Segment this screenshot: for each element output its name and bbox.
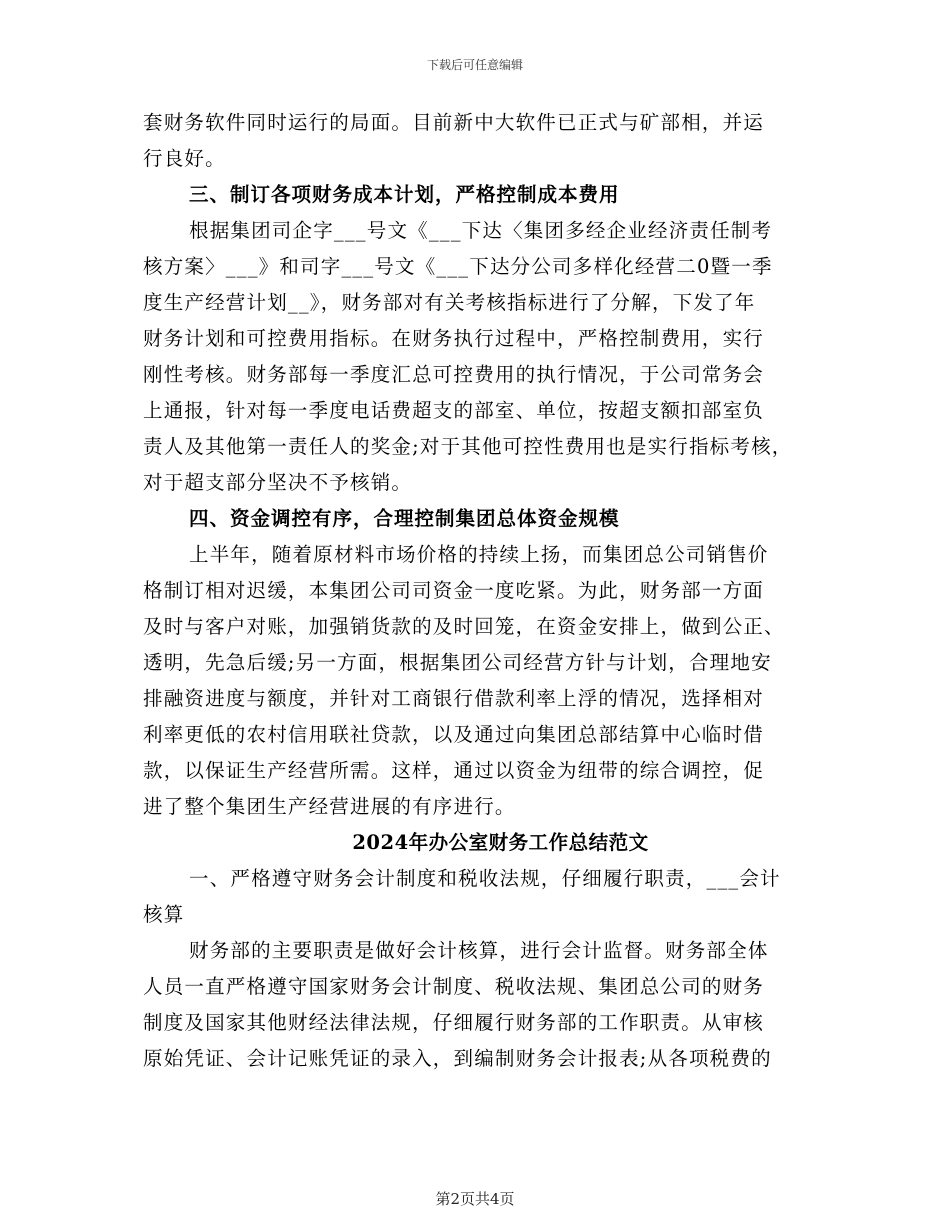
section-heading: 三、制订各项财务成本计划，严格控制成本费用 [189, 183, 620, 206]
paragraph-line: 人员一直严格遵守国家财务会计制度、税收法规、集团总公司的财务 [143, 975, 765, 998]
paragraph-line: 上通报，针对每一季度电话费超支的部室、单位，按超支额扣部室负 [143, 399, 765, 422]
paragraph-line: 刚性考核。财务部每一季度汇总可控费用的执行情况，于公司常务会 [143, 363, 765, 386]
document-body [143, 105, 818, 1077]
paragraph-line: 责人及其他第一责任人的奖金;对于其他可控性费用也是实行指标考核， [143, 435, 793, 458]
paragraph-line: 核方案〉___》和司字___号文《___下达分公司多样化经营二0暨一季 [143, 255, 773, 278]
paragraph-line: 套财务软件同时运行的局面。目前新中大软件已正式与矿部相，并运 [143, 111, 765, 134]
paragraph-line: 制度及国家其他财经法律法规，仔细履行财务部的工作职责。从审核 [143, 1011, 765, 1034]
paragraph-line: 财务部的主要职责是做好会计核算，进行会计监督。财务部全体 [189, 939, 769, 962]
paragraph-line: 度生产经营计划__》，财务部对有关考核指标进行了分解，下发了年 [143, 291, 756, 314]
paragraph-line: 格制订相对迟缓，本集团公司司资金一度吃紧。为此，财务部一方面 [143, 579, 765, 602]
document-title: 2024年办公室财务工作总结范文 [352, 831, 649, 854]
paragraph-line: 进了整个集团生产经营进展的有序进行。 [143, 795, 516, 818]
paragraph-line: 一、严格遵守财务会计制度和税收法规，仔细履行职责，___会计 [189, 867, 781, 890]
header-note: 下载后可任意编辑 [426, 58, 523, 72]
paragraph-line: 利率更低的农村信用联社贷款，以及通过向集团总部结算中心临时借 [143, 723, 765, 746]
paragraph-line: 透明，先急后缓;另一方面，根据集团公司经营方针与计划，合理地安 [143, 651, 772, 674]
paragraph-line: 及时与客户对账，加强销货款的及时回笼，在资金安排上，做到公正、 [143, 615, 785, 638]
paragraph-line: 对于超支部分坚决不予核销。 [143, 471, 413, 494]
paragraph-line: 上半年，随着原材料市场价格的持续上扬，而集团总公司销售价 [189, 543, 769, 566]
section-heading: 四、资金调控有序，合理控制集团总体资金规模 [189, 507, 620, 530]
paragraph-line: 排融资进度与额度，并针对工商银行借款利率上浮的情况，选择相对 [143, 687, 765, 710]
paragraph-line: 财务计划和可控费用指标。在财务执行过程中，严格控制费用，实行 [143, 327, 765, 350]
page-number: 第2页共4页 [435, 1190, 515, 1208]
paragraph-line: 原始凭证、会计记账凭证的录入，到编制财务会计报表;从各项税费的 [143, 1047, 772, 1070]
paragraph-line: 款，以保证生产经营所需。这样，通过以资金为纽带的综合调控，促 [143, 759, 765, 782]
paragraph-line: 行良好。 [143, 147, 226, 170]
paragraph-line: 核算 [143, 903, 185, 926]
paragraph-line: 根据集团司企字___号文《___下达〈集团多经企业经济责任制考 [189, 219, 773, 242]
